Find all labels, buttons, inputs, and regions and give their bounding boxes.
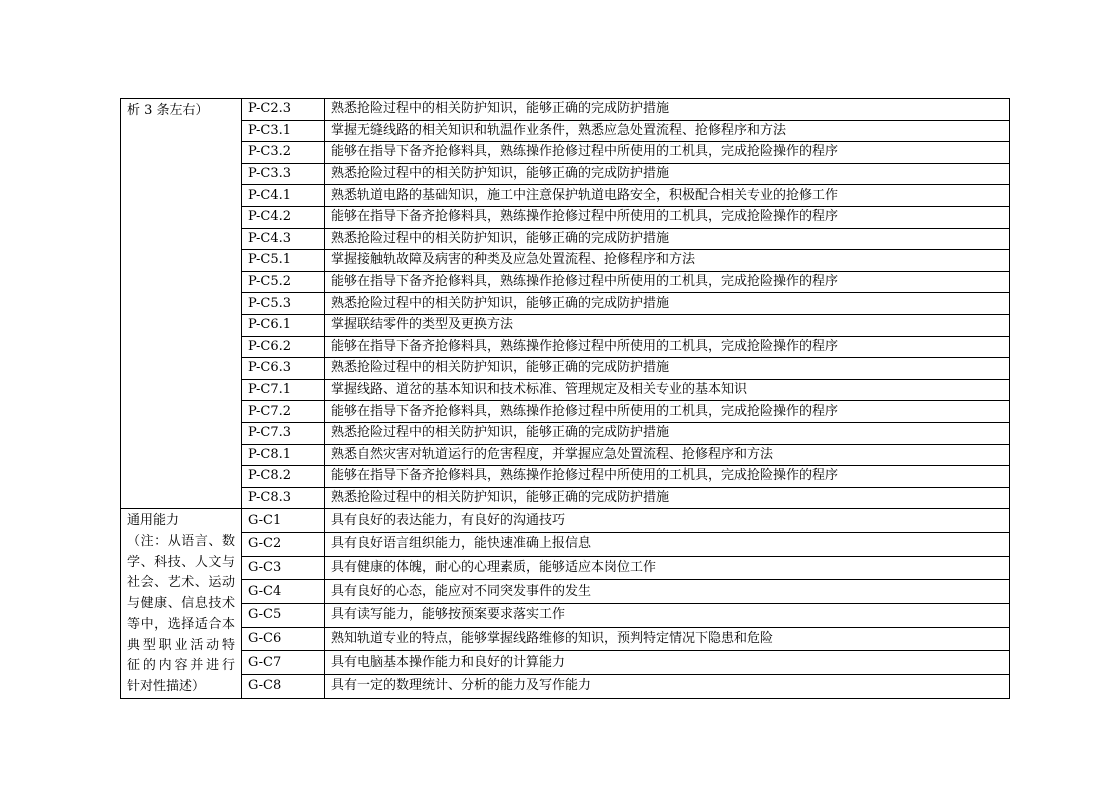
- competency-code: P-C8.1: [242, 444, 325, 466]
- table-body: [121, 99, 1010, 699]
- table-row: [121, 674, 1010, 698]
- table-row: [121, 293, 1010, 315]
- competency-description: 熟悉自然灾害对轨道运行的危害程度，并掌握应急处置流程、抢修程序和方法: [325, 444, 1010, 466]
- competency-description: 能够在指导下备齐抢修料具，熟练操作抢修过程中所使用的工机具，完成抢险操作的程序: [325, 271, 1010, 293]
- competency-description: 掌握接触轨故障及病害的种类及应急处置流程、抢修程序和方法: [325, 250, 1010, 272]
- competency-description: 熟悉抢险过程中的相关防护知识，能够正确的完成防护措施: [325, 228, 1010, 250]
- competency-code: P-C2.3: [242, 99, 325, 121]
- competency-description: 熟悉轨道电路的基础知识，施工中注意保护轨道电路安全，积极配合相关专业的抢修工作: [325, 185, 1010, 207]
- competency-code: G-C2: [242, 532, 325, 556]
- table-row: [121, 120, 1010, 142]
- category-label-line: 社会、艺术、运动: [127, 575, 235, 591]
- competency-code: P-C6.2: [242, 336, 325, 358]
- table-row: [121, 422, 1010, 444]
- table-row: [121, 401, 1010, 423]
- table-row: [121, 580, 1010, 604]
- competency-code: P-C4.3: [242, 228, 325, 250]
- competency-description: 掌握联结零件的类型及更换方法: [325, 314, 1010, 336]
- competency-description: 熟悉抢险过程中的相关防护知识，能够正确的完成防护措施: [325, 163, 1010, 185]
- competency-code: P-C7.1: [242, 379, 325, 401]
- table-row: [121, 185, 1010, 207]
- table-row: [121, 509, 1010, 533]
- competency-code: G-C7: [242, 651, 325, 675]
- competency-code: P-C7.3: [242, 422, 325, 444]
- competency-code: P-C8.2: [242, 466, 325, 488]
- table-row: [121, 444, 1010, 466]
- competency-code: P-C5.2: [242, 271, 325, 293]
- category-label-line: 典型职业活动特: [127, 637, 235, 653]
- category-label-line: 等中，选择适合本: [127, 616, 235, 632]
- competency-description: 熟悉抢险过程中的相关防护知识，能够正确的完成防护措施: [325, 487, 1010, 509]
- competency-code: P-C3.1: [242, 120, 325, 142]
- competency-description: 能够在指导下备齐抢修料具，熟练操作抢修过程中所使用的工机具，完成抢险操作的程序: [325, 206, 1010, 228]
- table-row: [121, 336, 1010, 358]
- competency-description: 具有良好的心态，能应对不同突发事件的发生: [325, 580, 1010, 604]
- competency-description: 能够在指导下备齐抢修料具，熟练操作抢修过程中所使用的工机具，完成抢险操作的程序: [325, 401, 1010, 423]
- competency-code: P-C4.1: [242, 185, 325, 207]
- competency-description: 具有健康的体魄，耐心的心理素质，能够适应本岗位工作: [325, 556, 1010, 580]
- table-row: [121, 466, 1010, 488]
- table-row: [121, 358, 1010, 380]
- competency-description: 能够在指导下备齐抢修料具，熟练操作抢修过程中所使用的工机具，完成抢险操作的程序: [325, 336, 1010, 358]
- table-row: [121, 532, 1010, 556]
- competency-code: G-C1: [242, 509, 325, 533]
- competency-code: P-C8.3: [242, 487, 325, 509]
- competency-code: G-C3: [242, 556, 325, 580]
- competency-code: P-C3.3: [242, 163, 325, 185]
- table-row: [121, 142, 1010, 164]
- competency-description: 熟悉抢险过程中的相关防护知识，能够正确的完成防护措施: [325, 422, 1010, 444]
- competency-table: [120, 98, 1010, 699]
- competency-code: G-C5: [242, 603, 325, 627]
- table-row: [121, 163, 1010, 185]
- competency-code: G-C6: [242, 627, 325, 651]
- competency-description: 具有一定的数理统计、分析的能力及写作能力: [325, 674, 1010, 698]
- competency-code: P-C7.2: [242, 401, 325, 423]
- competency-code: G-C8: [242, 674, 325, 698]
- competency-description: 熟悉抢险过程中的相关防护知识，能够正确的完成防护措施: [325, 358, 1010, 380]
- table-row: [121, 556, 1010, 580]
- competency-code: P-C6.1: [242, 314, 325, 336]
- category-label-line: 析 3 条左右）: [127, 103, 209, 118]
- category-cell: [121, 99, 242, 509]
- table-row: [121, 487, 1010, 509]
- competency-code: G-C4: [242, 580, 325, 604]
- table-row: [121, 99, 1010, 121]
- table-row: [121, 603, 1010, 627]
- competency-code: P-C5.1: [242, 250, 325, 272]
- competency-description: 熟悉抢险过程中的相关防护知识，能够正确的完成防护措施: [325, 99, 1010, 121]
- competency-description: 能够在指导下备齐抢修料具，熟练操作抢修过程中所使用的工机具，完成抢险操作的程序: [325, 142, 1010, 164]
- table-row: [121, 627, 1010, 651]
- category-cell: [121, 509, 242, 698]
- table-row: [121, 651, 1010, 675]
- competency-code: P-C6.3: [242, 358, 325, 380]
- competency-code: P-C4.2: [242, 206, 325, 228]
- table-row: [121, 314, 1010, 336]
- competency-description: 掌握无缝线路的相关知识和轨温作业条件，熟悉应急处置流程、抢修程序和方法: [325, 120, 1010, 142]
- table-row: [121, 379, 1010, 401]
- competency-description: 具有电脑基本操作能力和良好的计算能力: [325, 651, 1010, 675]
- competency-description: 具有良好的表达能力，有良好的沟通技巧: [325, 509, 1010, 533]
- competency-description: 具有良好语言组织能力，能快速准确上报信息: [325, 532, 1010, 556]
- table-row: [121, 250, 1010, 272]
- competency-code: P-C3.2: [242, 142, 325, 164]
- category-label-line: 学、科技、人文与: [127, 554, 235, 570]
- category-label-line: （注：从语言、数: [127, 533, 235, 549]
- competency-description: 具有读写能力，能够按预案要求落实工作: [325, 603, 1010, 627]
- category-label-line: 通用能力: [127, 513, 180, 529]
- competency-code: P-C5.3: [242, 293, 325, 315]
- competency-description: 熟知轨道专业的特点，能够掌握线路维修的知识，预判特定情况下隐患和危险: [325, 627, 1010, 651]
- competency-description: 能够在指导下备齐抢修料具，熟练操作抢修过程中所使用的工机具，完成抢险操作的程序: [325, 466, 1010, 488]
- table-row: [121, 228, 1010, 250]
- competency-description: 掌握线路、道岔的基本知识和技术标准、管理规定及相关专业的基本知识: [325, 379, 1010, 401]
- category-label-line: 征的内容并进行: [127, 658, 235, 674]
- category-label-line: 针对性描述）: [127, 678, 206, 694]
- table-row: [121, 206, 1010, 228]
- table-row: [121, 271, 1010, 293]
- category-label-line: 与健康、信息技术: [127, 596, 235, 612]
- competency-description: 熟悉抢险过程中的相关防护知识，能够正确的完成防护措施: [325, 293, 1010, 315]
